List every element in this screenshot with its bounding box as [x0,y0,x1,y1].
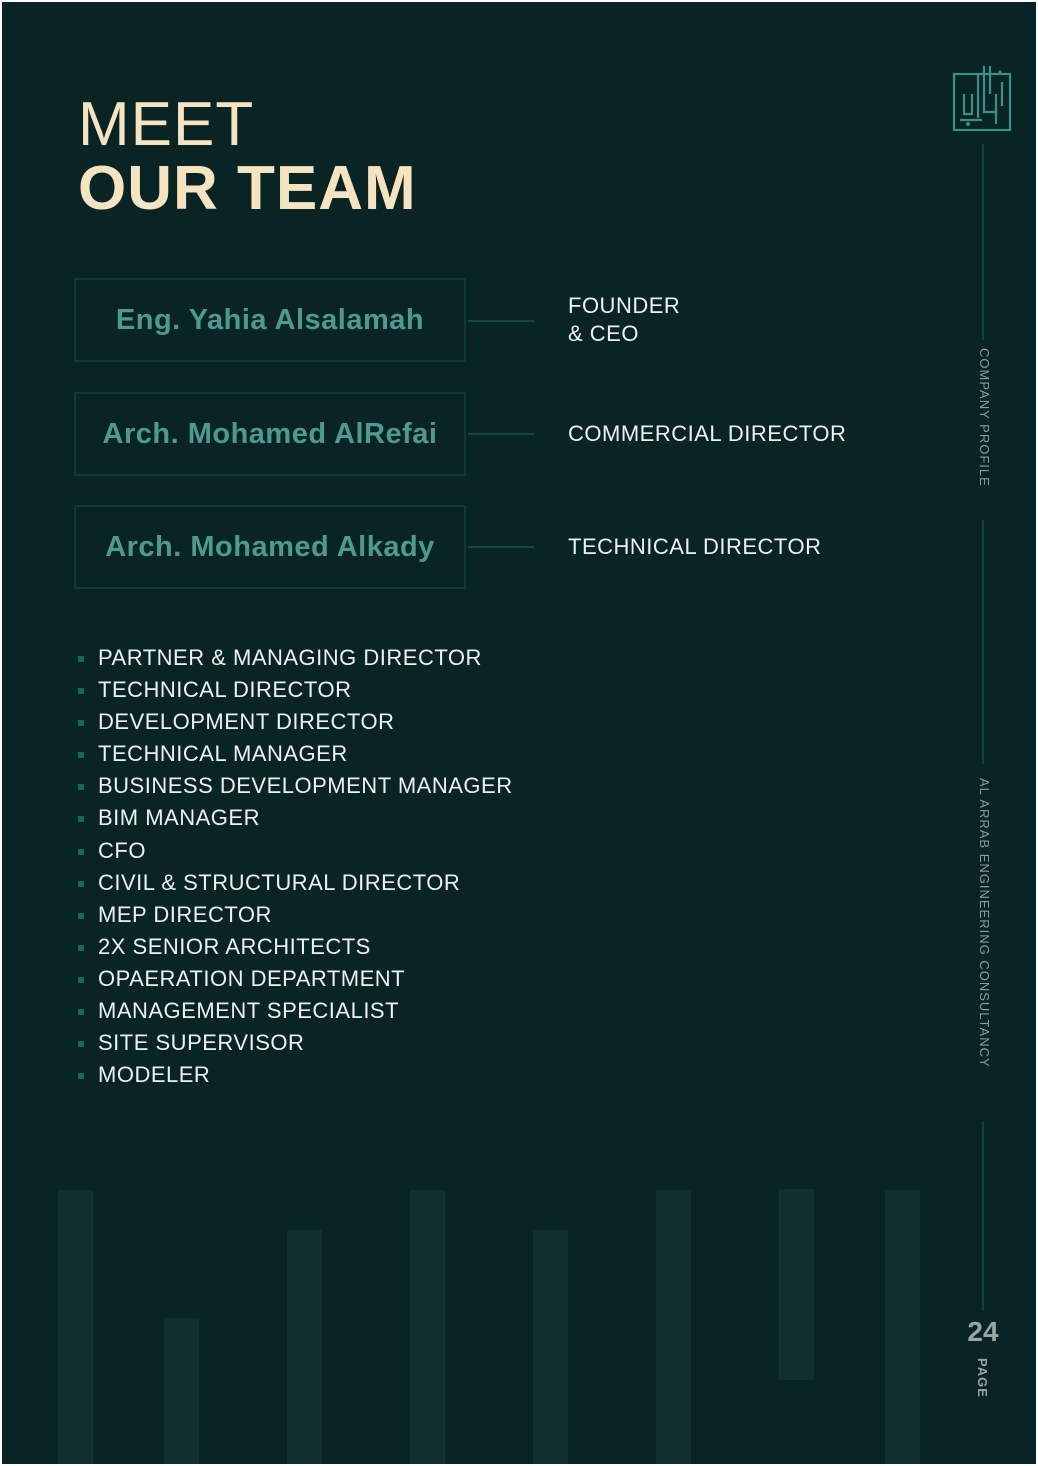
decorative-bar [287,1230,322,1464]
bullet-icon [78,1041,84,1047]
list-item [78,899,513,931]
list-item-label: MEP DIRECTOR [98,901,272,927]
leader-name-box: Eng. Yahia Alsalamah [74,278,466,362]
leader-role: TECHNICAL DIRECTOR [568,534,822,559]
list-item-label: BUSINESS DEVELOPMENT MANAGER [98,773,513,799]
list-item [78,867,513,899]
list-item-label: MODELER [98,1062,211,1088]
leader-connector [468,320,534,322]
sidebar-divider [982,144,984,340]
list-item-label: SITE SUPERVISOR [98,1030,305,1056]
leader-role [568,292,680,348]
list-item-label: BIM MANAGER [98,805,260,831]
list-item [78,770,513,802]
profile-page [2,2,1036,1464]
leader-name-box: Arch. Mohamed AlRefai [74,392,466,476]
sidebar-label: COMPANY PROFILE [977,348,992,487]
list-item [78,642,513,674]
bullet-icon [78,656,84,662]
list-item-label: TECHNICAL MANAGER [98,741,348,767]
heading-line-2: OUR TEAM [78,154,417,223]
bullet-icon [78,1009,84,1015]
list-item-label: CFO [98,837,146,863]
decorative-bar [533,1230,568,1464]
decorative-bar [58,1190,93,1464]
list-item [78,706,513,738]
decorative-bar [885,1190,920,1464]
list-item [78,674,513,706]
list-item [78,738,513,770]
list-item [78,931,513,963]
list-item [78,802,513,834]
bullet-icon [78,720,84,726]
list-item-label: PARTNER & MANAGING DIRECTOR [98,645,482,670]
sidebar-label: AL ARRAB ENGINEERING CONSULTANCY [977,778,992,1068]
company-logo-icon [952,64,1012,132]
list-item [78,1059,513,1091]
list-item-label: 2X SENIOR ARCHITECTS [98,933,371,959]
bullet-icon [78,1073,84,1079]
leader-connector [468,433,534,435]
page-number: 24 [967,1316,999,1347]
bullet-icon [78,881,84,887]
list-item-label: OPAERATION DEPARTMENT [98,965,406,991]
list-item-label: CIVIL & STRUCTURAL DIRECTOR [98,869,461,895]
list-item-label: TECHNICAL DIRECTOR [98,677,352,703]
list-item [78,963,513,995]
decorative-bar [164,1318,199,1464]
list-item [78,995,513,1027]
list-item [78,1027,513,1059]
list-item [78,835,513,867]
team-roles-list [78,642,513,1091]
list-item-label: MANAGEMENT SPECIALIST [98,998,400,1024]
leader-role-line: FOUNDER [568,293,681,318]
leader-connector [468,546,534,548]
bullet-icon [78,945,84,951]
bullet-icon [78,816,84,822]
sidebar-divider [982,520,984,764]
bullet-icon [78,849,84,855]
bullet-icon [78,784,84,790]
leader-role: COMMERCIAL DIRECTOR [568,421,847,446]
bullet-icon [78,688,84,694]
leader-role-line: & CEO [568,321,639,346]
list-item-label: DEVELOPMENT DIRECTOR [98,709,395,735]
heading-line-1: MEET [78,90,255,159]
decorative-bar [779,1189,814,1380]
decorative-bar [410,1190,445,1464]
page-label: PAGE [975,1358,990,1398]
bullet-icon [78,977,84,983]
sidebar-divider [982,1122,984,1310]
bullet-icon [78,913,84,919]
bullet-icon [78,752,84,758]
leader-name-box: Arch. Mohamed Alkady [74,505,466,589]
decorative-bar [656,1190,691,1464]
